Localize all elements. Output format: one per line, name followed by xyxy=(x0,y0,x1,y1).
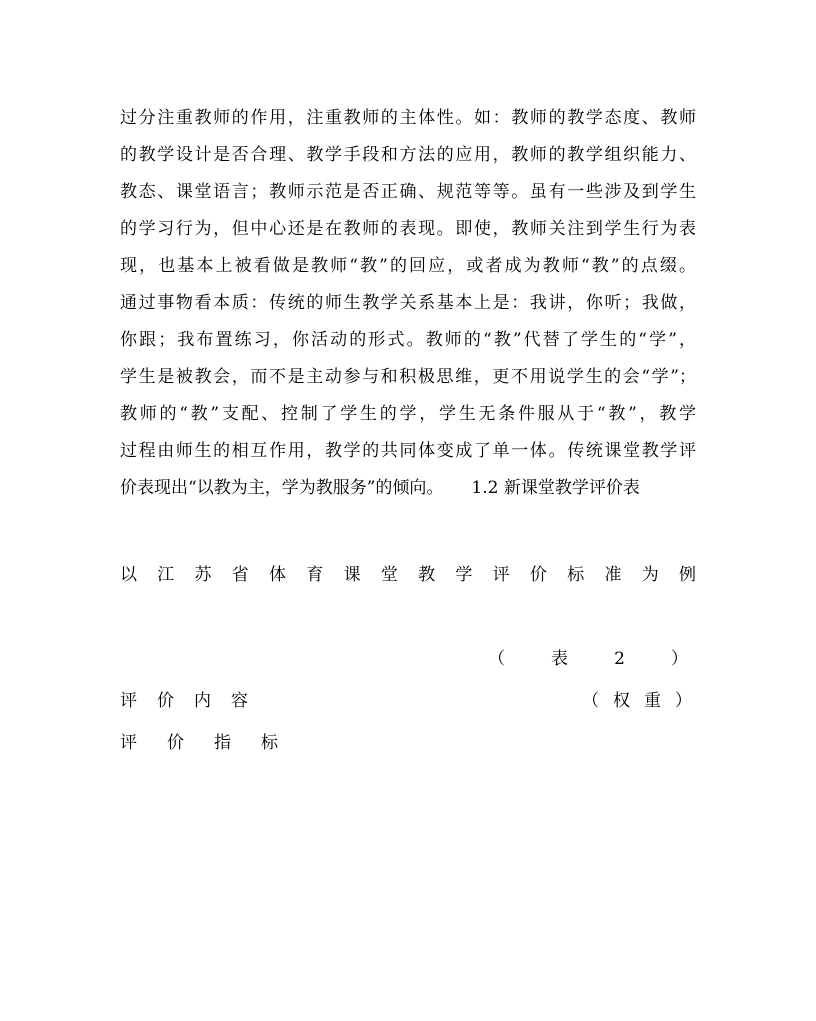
example-title-char: 教 xyxy=(418,565,436,585)
indicator-label xyxy=(120,731,278,755)
example-title-char: 体 xyxy=(269,565,287,585)
paragraph-line-2: 的教学设计是否合理、教学手段和方法的应用，教师的教学组织能力、 xyxy=(120,145,696,165)
content-label-char: 内 xyxy=(194,691,211,711)
paragraph-line-3: 教态、课堂语言；教师示范是否正确、规范等等。虽有一些涉及到学生 xyxy=(120,182,696,202)
section-heading-1-2: 1.2 新课堂教学评价表 xyxy=(471,478,640,498)
paragraph-line-11 xyxy=(120,476,696,500)
example-title-char: 价 xyxy=(529,565,547,585)
indicator-label-char: 价 xyxy=(167,733,184,753)
weight-label-char: 权 xyxy=(613,691,630,711)
table-label-char: 2 xyxy=(614,649,625,669)
paragraph-line-10: 过程由师生的相互作用，教学的共同体变成了单一体。传统课堂教学评 xyxy=(120,441,696,461)
paragraph-line-7: 你跟；我布置练习，你活动的形式。教师的“教”代替了学生的“学”， xyxy=(120,330,696,350)
paragraph-line-4: 的学习行为，但中心还是在教师的表现。即使，教师关注到学生行为表 xyxy=(120,219,696,239)
example-title-char: 例 xyxy=(678,565,696,585)
table-label-char: ） xyxy=(670,649,688,669)
example-title-char: 江 xyxy=(157,565,175,585)
example-title-char: 以 xyxy=(120,565,137,585)
weight-label-char: ） xyxy=(675,691,692,711)
content-label-char: 评 xyxy=(120,691,137,711)
example-title-char: 评 xyxy=(492,565,510,585)
table-number-label xyxy=(488,647,688,671)
paragraph-line-6: 通过事物看本质：传统的师生教学关系基本上是：我讲，你听；我做， xyxy=(120,293,696,313)
example-title-char: 准 xyxy=(604,565,622,585)
paragraph-line-5: 现，也基本上被看做是教师“教”的回应，或者成为教师“教”的点缀。 xyxy=(120,256,696,276)
indicator-label-char: 评 xyxy=(120,733,137,753)
weight-label xyxy=(582,689,692,713)
example-title-char: 省 xyxy=(231,565,249,585)
example-title-char: 标 xyxy=(567,565,585,585)
content-label-char: 容 xyxy=(231,691,248,711)
example-title-char: 堂 xyxy=(380,565,398,585)
example-title-char: 学 xyxy=(455,565,473,585)
indicator-label-char: 标 xyxy=(261,733,278,753)
weight-label-char: （ xyxy=(582,691,599,711)
paragraph-last-main: 价表现出“以教为主，学为教服务”的倾向。 xyxy=(120,478,444,498)
paragraph-line-1: 过分注重教师的作用，注重教师的主体性。如：教师的教学态度、教师 xyxy=(120,108,696,128)
example-title-char: 为 xyxy=(641,565,659,585)
table-label-char: （ xyxy=(488,649,505,669)
paragraph-line-8: 学生是被教会，而不是主动参与和积极思维，更不用说学生的会“学”； xyxy=(120,367,696,387)
example-title xyxy=(120,563,696,587)
content-label xyxy=(120,689,248,713)
indicator-label-char: 指 xyxy=(214,733,231,753)
example-title-char: 课 xyxy=(343,565,361,585)
content-label-char: 价 xyxy=(157,691,174,711)
table-label-char: 表 xyxy=(551,649,569,669)
weight-label-char: 重 xyxy=(644,691,661,711)
example-title-char: 苏 xyxy=(194,565,212,585)
example-title-char: 育 xyxy=(306,565,324,585)
paragraph-line-9: 教师的“教”支配、控制了学生的学，学生无条件服从于“教”，教学 xyxy=(120,404,696,424)
